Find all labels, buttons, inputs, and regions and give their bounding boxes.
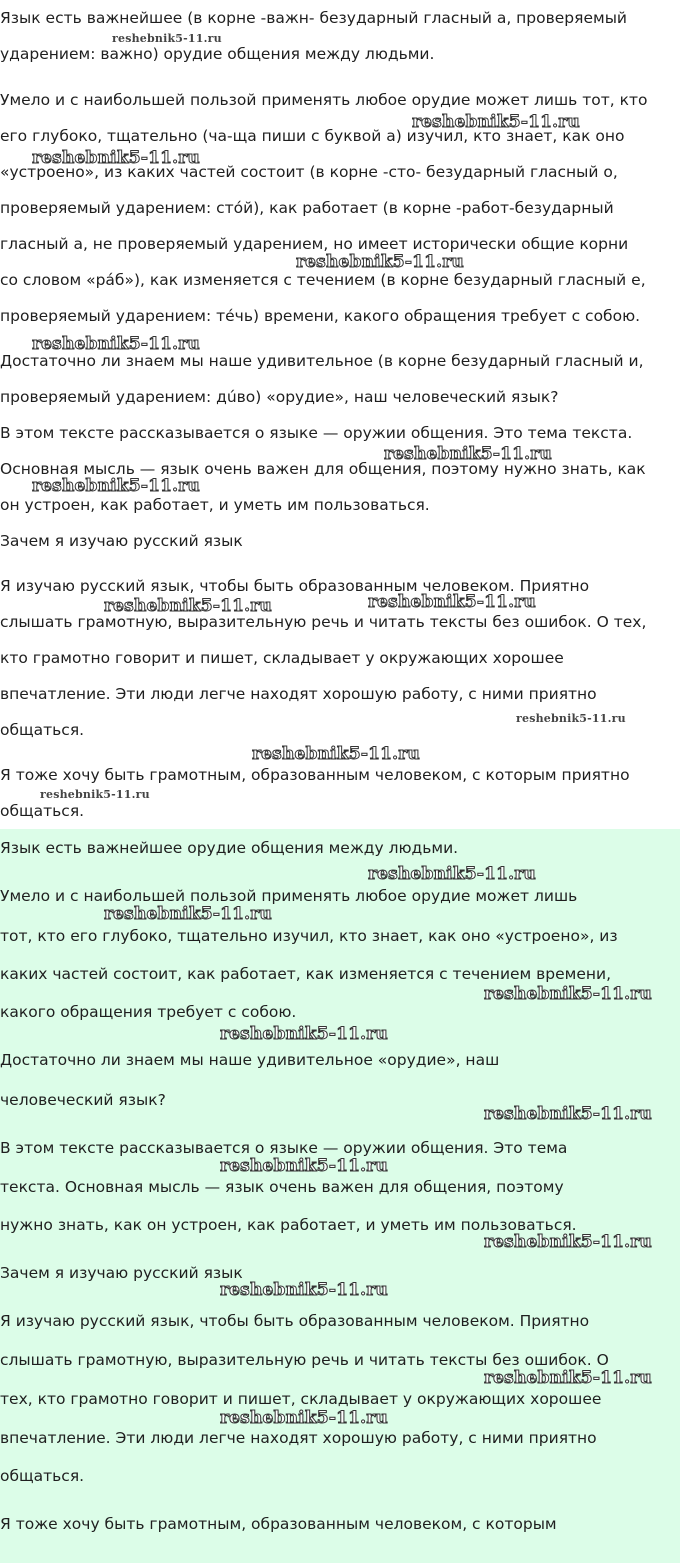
text-line: со словом «рáб»), как изменяется с течением (в корне безударный гласный е, (0, 271, 646, 289)
watermark: reshebnik5-11.ru (484, 1104, 652, 1124)
watermark: reshebnik5-11.ru (484, 1368, 652, 1388)
text-line: проверяемый ударением: дúво) «орудие», наш человеческий язык? (0, 388, 559, 406)
text-line: «устроено», из каких частей состоит (в корне -сто- безударный гласный о, (0, 163, 618, 181)
text-line: общаться. (0, 802, 85, 820)
text-line: гласный а, не проверяемый ударением, но имеет исторически общие корни (0, 235, 629, 253)
text-line: проверяемый ударением: стóй), как работает (в корне -работ-безударный (0, 199, 614, 217)
text-line: тех, кто грамотно говорит и пишет, складывает у окружающих хорошее (0, 1390, 602, 1408)
text-line: общаться. (0, 721, 85, 739)
text-line: слышать грамотную, выразительную речь и читать тексты без ошибок. О тех, (0, 613, 647, 631)
text-line: слышать грамотную, выразительную речь и читать тексты без ошибок. О (0, 1351, 609, 1369)
watermark: reshebnik5-11.ru (220, 1024, 388, 1044)
watermark: reshebnik5-11.ru (32, 148, 200, 168)
watermark: reshebnik5-11.ru (32, 334, 200, 354)
watermark: reshebnik5-11.ru (296, 252, 464, 272)
text-line: Язык есть важнейшее орудие общения между людьми. (0, 839, 459, 857)
watermark: reshebnik5-11.ru (32, 476, 200, 496)
text-line: В этом тексте рассказывается о языке — оружии общения. Это тема текста. (0, 424, 633, 442)
watermark: reshebnik5-11.ru (252, 744, 420, 764)
watermark: reshebnik5-11.ru (220, 1408, 388, 1428)
text-line: Умело и с наибольшей пользой применять любое орудие может лишь тот, кто (0, 91, 648, 109)
text-line: впечатление. Эти люди легче находят хорошую работу, с ними приятно (0, 1429, 597, 1447)
text-line: каких частей состоит, как работает, как изменяется с течением времени, (0, 965, 612, 983)
text-line: текста. Основная мысль — язык очень важен для общения, поэтому (0, 1178, 564, 1196)
text-line: Язык есть важнейшее (в корне -важн- безударный гласный а, проверяемый (0, 9, 628, 27)
text-line: общаться. (0, 1467, 85, 1485)
text-line: кто грамотно говорит и пишет, складывает у окружающих хорошее (0, 649, 564, 667)
watermark: reshebnik5-11.ru (516, 712, 626, 725)
text-line: тот, кто его глубоко, тщательно изучил, кто знает, как оно «устроено», из (0, 927, 618, 945)
watermark: reshebnik5-11.ru (112, 32, 222, 45)
watermark: reshebnik5-11.ru (104, 596, 272, 616)
text-line: впечатление. Эти люди легче находят хорошую работу, с ними приятно (0, 685, 597, 703)
text-line: Достаточно ли знаем мы наше удивительное (в корне безударный гласный и, (0, 352, 644, 370)
text-line: его глубоко, тщательно (ча-ща пиши с буквой а) изучил, кто знает, как оно (0, 127, 625, 145)
section-heading: Зачем я изучаю русский язык (0, 532, 243, 550)
watermark: reshebnik5-11.ru (484, 984, 652, 1004)
text-line: он устроен, как работает, и уметь им пользоваться. (0, 496, 430, 514)
watermark: reshebnik5-11.ru (384, 444, 552, 464)
watermark: reshebnik5-11.ru (368, 592, 536, 612)
text-line: Достаточно ли знаем мы наше удивительное «орудие», наш (0, 1051, 500, 1069)
text-line: какого обращения требует с собою. (0, 1003, 297, 1021)
text-line: человеческий язык? (0, 1091, 166, 1109)
text-line: ударением: важно) орудие общения между людьми. (0, 45, 435, 63)
text-line: Я тоже хочу быть грамотным, образованным человеком, с которым приятно (0, 766, 630, 784)
text-line: Я изучаю русский язык, чтобы быть образованным человеком. Приятно (0, 1312, 590, 1330)
text-line: Я тоже хочу быть грамотным, образованным человеком, с которым (0, 1515, 557, 1533)
watermark: reshebnik5-11.ru (220, 1280, 388, 1300)
watermark: reshebnik5-11.ru (220, 1156, 388, 1176)
section-heading: Зачем я изучаю русский язык (0, 1264, 243, 1282)
text-line: Основная мысль — язык очень важен для общения, поэтому нужно знать, как (0, 460, 646, 478)
text-line: В этом тексте рассказывается о языке — оружии общения. Это тема (0, 1139, 568, 1157)
text-line: Я изучаю русский язык, чтобы быть образованным человеком. Приятно (0, 577, 590, 595)
text-line: нужно знать, как он устроен, как работает, и уметь им пользоваться. (0, 1216, 577, 1234)
watermark: reshebnik5-11.ru (368, 864, 536, 884)
text-line: Умело и с наибольшей пользой применять любое орудие может лишь (0, 887, 578, 905)
watermark: reshebnik5-11.ru (484, 1232, 652, 1252)
watermark: reshebnik5-11.ru (40, 788, 150, 801)
text-line: проверяемый ударением: тéчь) времени, какого обращения требует с собою. (0, 307, 641, 325)
watermark: reshebnik5-11.ru (412, 112, 580, 132)
watermark: reshebnik5-11.ru (104, 904, 272, 924)
